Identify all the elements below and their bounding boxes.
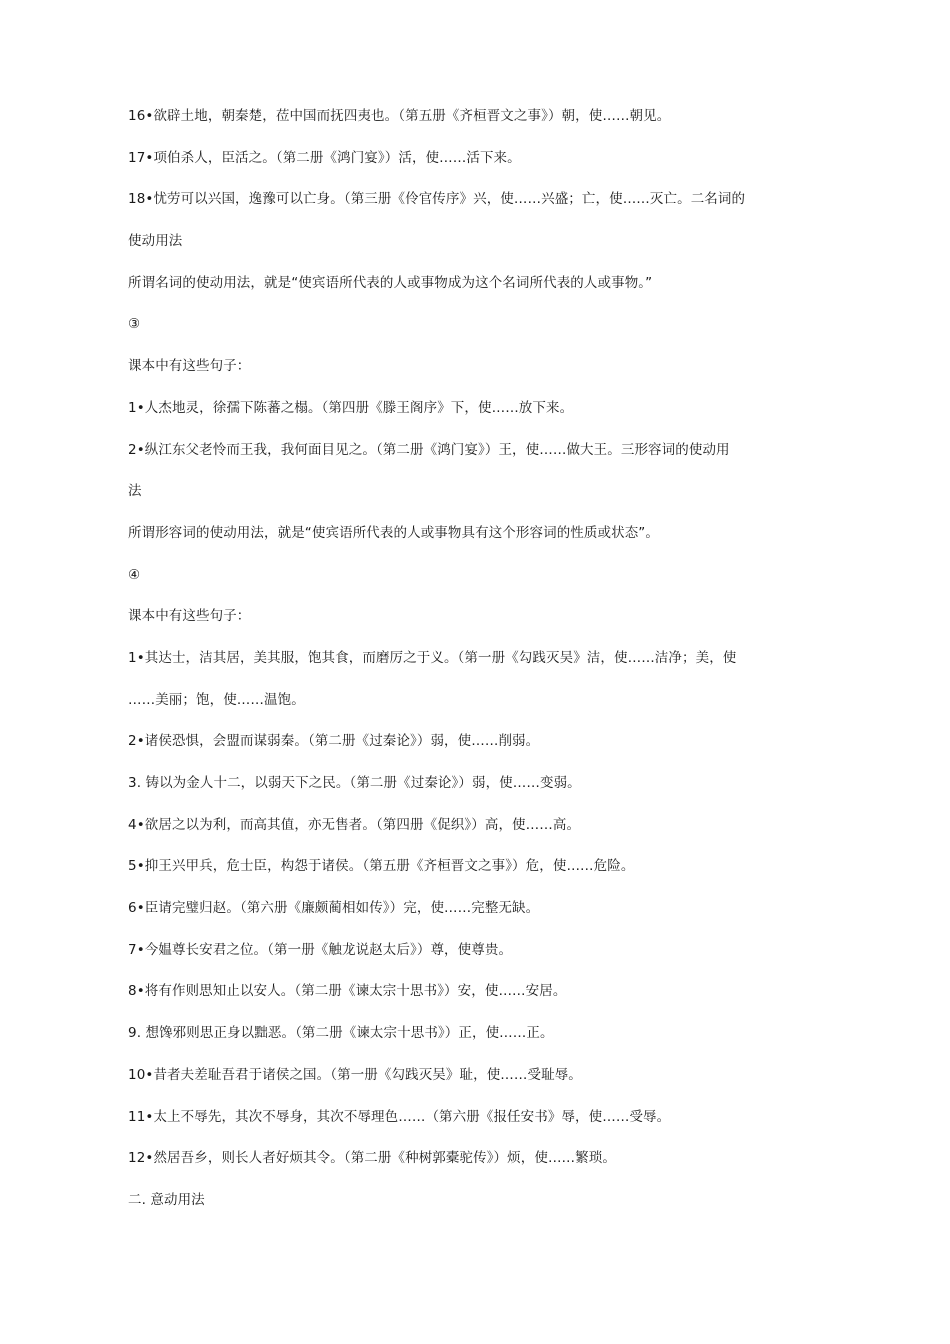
text-line: 9. 想馋邪则思正身以黜恶。（第二册《谏太宗十思书》）正，使……正。 bbox=[128, 1025, 554, 1042]
text-line: ④ bbox=[128, 566, 141, 583]
text-line: 2•诸侯恐惧，会盟而谋弱秦。（第二册《过秦论》）弱，使……削弱。 bbox=[128, 733, 540, 750]
text-line: 12•然居吾乡，则长人者好烦其令。（第二册《种树郭橐驼传》）烦，使……繁琐。 bbox=[128, 1150, 616, 1167]
text-line: 1•人杰地灵，徐孺下陈蕃之榻。（第四册《滕王阁序》下，使……放下来。 bbox=[128, 399, 574, 416]
text-line: 7•今媪尊长安君之位。（第一册《触龙说赵太后》）尊，使尊贵。 bbox=[128, 941, 513, 958]
text-line: 3. 铸以为金人十二，以弱天下之民。（第二册《过秦论》）弱，使……变弱。 bbox=[128, 775, 581, 791]
text-line: 18•忧劳可以兴国，逸豫可以亡身。（第三册《伶官传序》兴，使……兴盛；亡，使……灭亡。二名词的 bbox=[128, 191, 746, 208]
section-heading: 二. 意动用法 bbox=[128, 1191, 205, 1208]
text-line: 使动用法 bbox=[128, 233, 183, 250]
text-line: 课本中有这些句子： bbox=[128, 358, 251, 375]
document-body bbox=[128, 106, 828, 1232]
text-line: 8•将有作则思知止以安人。（第二册《谏太宗十思书》）安，使……安居。 bbox=[128, 983, 567, 1000]
text-line: 所谓形容词的使动用法，就是“使宾语所代表的人或事物具有这个形容词的性质或状态”。 bbox=[128, 524, 659, 541]
text-line: 16•欲辟土地，朝秦楚，莅中国而抚四夷也。（第五册《齐桓晋文之事》）朝，使……朝见。 bbox=[128, 108, 671, 124]
text-line: 4•欲居之以为利，而高其值，亦无售者。（第四册《促织》）高，使……高。 bbox=[128, 816, 581, 833]
text-line: 课本中有这些句子： bbox=[128, 608, 251, 625]
text-line: 17•项伯杀人，臣活之。（第二册《鸿门宴》）活，使……活下来。 bbox=[128, 149, 521, 166]
text-line: 1•其达士，洁其居，美其服，饱其食，而磨厉之于义。（第一册《勾践灭吴》洁，使……洁净；美，使 bbox=[128, 649, 737, 666]
text-line: 11•太上不辱先，其次不辱身，其次不辱理色……（第六册《报任安书》辱，使……受辱。 bbox=[128, 1108, 671, 1125]
text-line: 6•臣请完璧归赵。（第六册《廉颇蔺相如传》）完，使……完整无缺。 bbox=[128, 900, 540, 917]
text-line: 2•纵江东父老怜而王我，我何面目见之。（第二册《鸿门宴》）王，使……做大王。三形容词的使动用 bbox=[128, 441, 730, 458]
text-line: ……美丽；饱，使……温饱。 bbox=[128, 691, 305, 708]
text-line: ③ bbox=[128, 316, 141, 333]
text-line: 5•抑王兴甲兵，危士臣，构怨于诸侯。（第五册《齐桓晋文之事》）危，使……危险。 bbox=[128, 858, 635, 875]
text-line: 10•昔者夫差耻吾君于诸侯之国。（第一册《勾践灭吴》耻，使……受耻辱。 bbox=[128, 1066, 582, 1083]
text-line: 法 bbox=[128, 483, 142, 500]
text-line: 所谓名词的使动用法，就是“使宾语所代表的人或事物成为这个名词所代表的人或事物。” bbox=[128, 274, 653, 291]
